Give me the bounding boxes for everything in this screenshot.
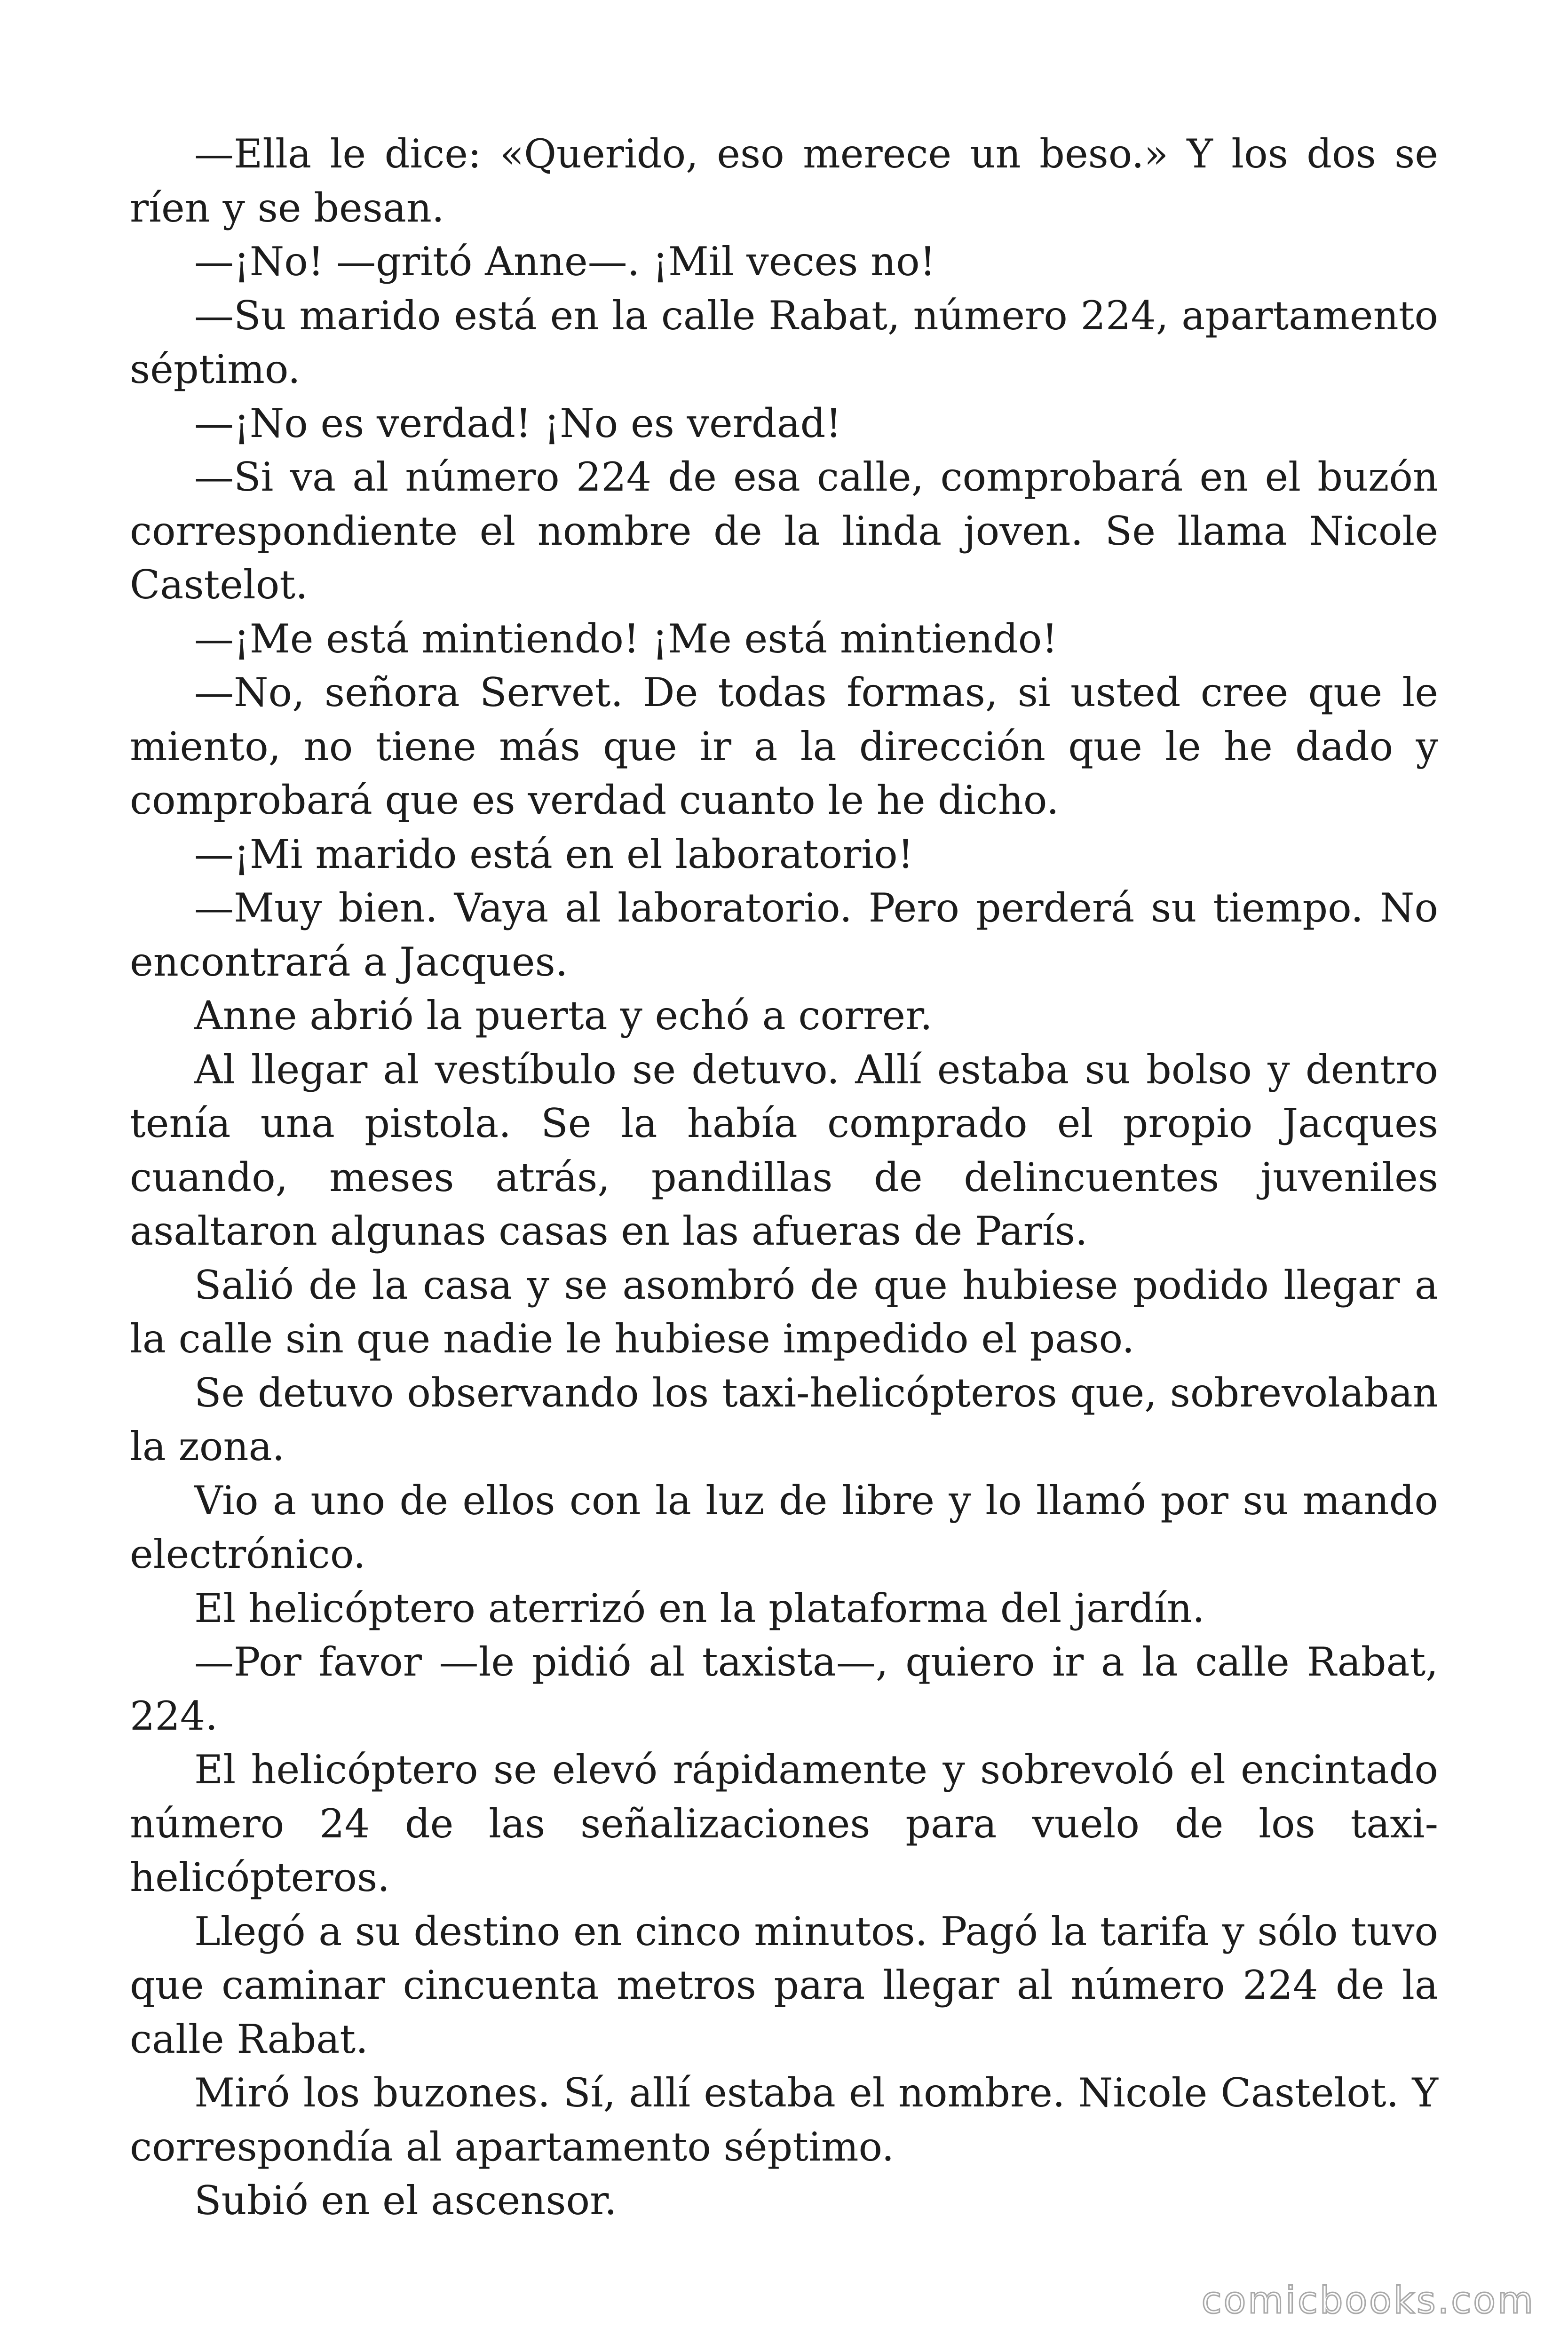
paragraph: Vio a uno de ellos con la luz de libre y lo llamó por su mando electrónico. xyxy=(130,1477,1438,1577)
paragraph: —Si va al número 224 de esa calle, comprobará en el buzón correspondiente el nombre de la linda joven. Se llama Nicole Castelot. xyxy=(130,454,1438,608)
paragraph: Miró los buzones. Sí, allí estaba el nombre. Nicole Castelot. Y correspondía al apartamento séptimo. xyxy=(130,2070,1438,2170)
paragraph: —No, señora Servet. De todas formas, si usted cree que le miento, no tiene más que ir a la dirección que le he dado y comprobará que es verdad cuanto le he dicho. xyxy=(130,669,1438,823)
paragraph: —¡Me está mintiendo! ¡Me está mintiendo! xyxy=(194,615,1058,662)
paragraph: —Su marido está en la calle Rabat, número 224, apartamento séptimo. xyxy=(130,292,1438,392)
paragraph: Salió de la casa y se asombró de que hubiese podido llegar a la calle sin que nadie le hubiese impedido el paso. xyxy=(130,1262,1438,1362)
paragraph: —¡No! —gritó Anne—. ¡Mil veces no! xyxy=(194,238,936,285)
paragraph: —¡No es verdad! ¡No es verdad! xyxy=(194,400,842,446)
paragraph: —Muy bien. Vaya al laboratorio. Pero perderá su tiempo. No encontrará a Jacques. xyxy=(130,885,1438,985)
paragraph: —¡Mi marido está en el laboratorio! xyxy=(194,831,914,877)
book-page-text xyxy=(130,127,1438,2228)
paragraph: —Por favor —le pidió al taxista—, quiero ir a la calle Rabat, 224. xyxy=(130,1639,1438,1739)
paragraph: —Ella le dice: «Querido, eso merece un beso.» Y los dos se ríen y se besan. xyxy=(130,131,1438,231)
paragraph: Al llegar al vestíbulo se detuvo. Allí estaba su bolso y dentro tenía una pistola. Se la había comprado el propio Jacques cuando, meses atrás, pandillas de delincuentes juveniles asaltaron algunas casas en las afueras de París. xyxy=(130,1046,1438,1254)
paragraph: Se detuvo observando los taxi-helicópteros que, sobrevolaban la zona. xyxy=(130,1369,1438,1470)
paragraph: Subió en el ascensor. xyxy=(194,2177,617,2224)
paragraph: El helicóptero aterrizó en la plataforma del jardín. xyxy=(194,1585,1205,1631)
paragraph: El helicóptero se elevó rápidamente y sobrevoló el encintado número 24 de las señalizaciones para vuelo de los taxi-helicópteros. xyxy=(130,1747,1438,1900)
paragraph: Anne abrió la puerta y echó a correr. xyxy=(194,993,933,1039)
watermark: comicbooks.com xyxy=(1201,2280,1535,2322)
paragraph: Llegó a su destino en cinco minutos. Pagó la tarifa y sólo tuvo que caminar cincuenta metros para llegar al número 224 de la calle Rabat. xyxy=(130,1908,1438,2062)
